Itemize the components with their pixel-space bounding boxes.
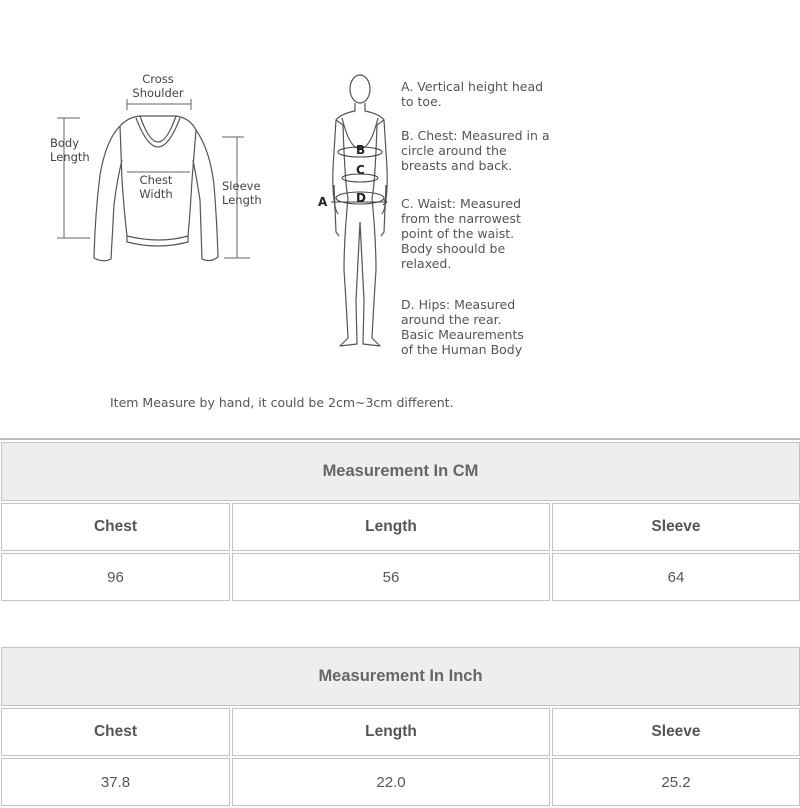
letter-d: D <box>356 191 366 205</box>
header-length: Length <box>232 503 550 551</box>
value-length: 22.0 <box>232 758 550 806</box>
letter-a: A <box>318 195 328 209</box>
value-chest: 96 <box>1 553 230 601</box>
header-length: Length <box>232 708 550 756</box>
body-figure-icon <box>333 75 387 346</box>
note-chest: B. Chest: Measured in a circle around the breasts and back. <box>401 128 550 173</box>
note-hips: D. Hips: Measured around the rear. Basic Meaurements of the Human Body <box>401 297 524 357</box>
note-height: A. Vertical height head to toe. <box>401 79 544 109</box>
sleeve-length-label: Sleeve Length <box>222 179 262 207</box>
header-chest: Chest <box>1 503 230 551</box>
header-sleeve: Sleeve <box>552 708 800 756</box>
table-title: Measurement In CM <box>1 442 800 501</box>
value-chest: 37.8 <box>1 758 230 806</box>
value-length: 56 <box>232 553 550 601</box>
header-chest: Chest <box>1 708 230 756</box>
table-title: Measurement In Inch <box>1 647 800 706</box>
value-sleeve: 25.2 <box>552 758 800 806</box>
chest-width-label: Chest Width <box>139 173 173 201</box>
table-inch <box>0 645 800 808</box>
header-sleeve: Sleeve <box>552 503 800 551</box>
note-waist: C. Waist: Measured from the narrowest point of the waist. Body shoould be relaxed. <box>401 196 522 271</box>
letter-b: B <box>356 143 366 157</box>
letter-c: C <box>356 163 365 177</box>
body-length-label: Body Length <box>50 136 90 164</box>
cross-shoulder-label: Cross Shoulder <box>132 72 184 100</box>
value-sleeve: 64 <box>552 553 800 601</box>
table-cm <box>0 440 800 603</box>
measure-caption: Item Measure by hand, it could be 2cm~3cm different. <box>110 395 454 410</box>
